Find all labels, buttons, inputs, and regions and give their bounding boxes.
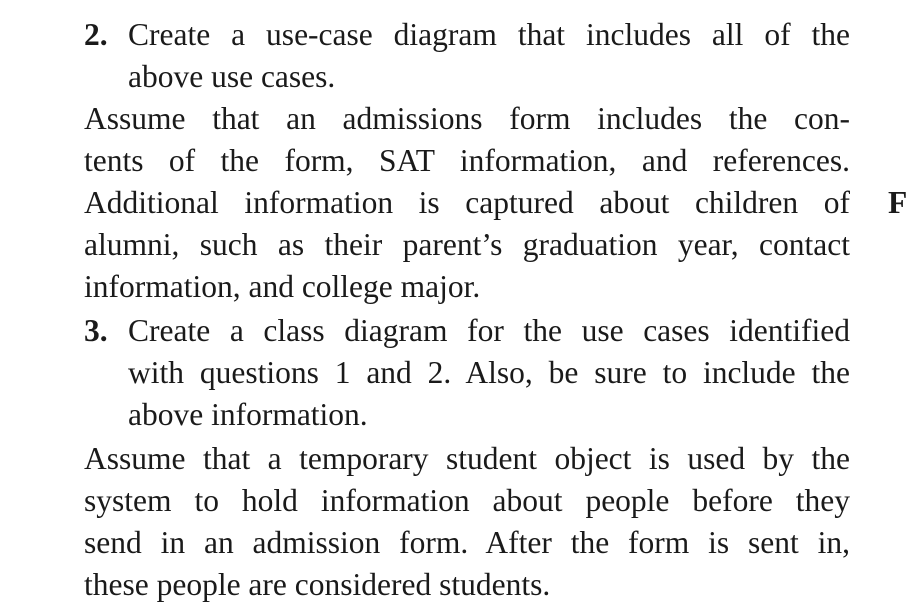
item-text-line: Create a use-case diagram that includes all of the xyxy=(128,17,850,52)
paragraph-line: send in an admission form. After the form is sent in, xyxy=(84,525,850,560)
paragraph-line: Assume that a temporary student object is used by the xyxy=(84,441,850,476)
paragraph-line: alumni, such as their parent’s graduation year, contact xyxy=(84,227,850,262)
paragraph-line: Additional information is captured about children of xyxy=(84,185,850,220)
margin-letter: F xyxy=(888,185,908,220)
item-text-line: with questions 1 and 2. Also, be sure to include the xyxy=(128,355,850,390)
paragraph-line: tents of the form, SAT information, and references. xyxy=(84,143,850,178)
item-number: 3. xyxy=(84,313,108,348)
item-text-line: Create a class diagram for the use cases identified xyxy=(128,313,850,348)
paragraph-line: Assume that an admissions form includes the con- xyxy=(84,101,850,136)
paragraph-line: information, and college major. xyxy=(84,269,481,304)
paragraph-line: these people are considered students. xyxy=(84,567,551,602)
item-text-line: above information. xyxy=(128,397,368,432)
item-text-line: above use cases. xyxy=(128,59,336,94)
item-number: 2. xyxy=(84,17,108,52)
paragraph-line: system to hold information about people before they xyxy=(84,483,850,518)
